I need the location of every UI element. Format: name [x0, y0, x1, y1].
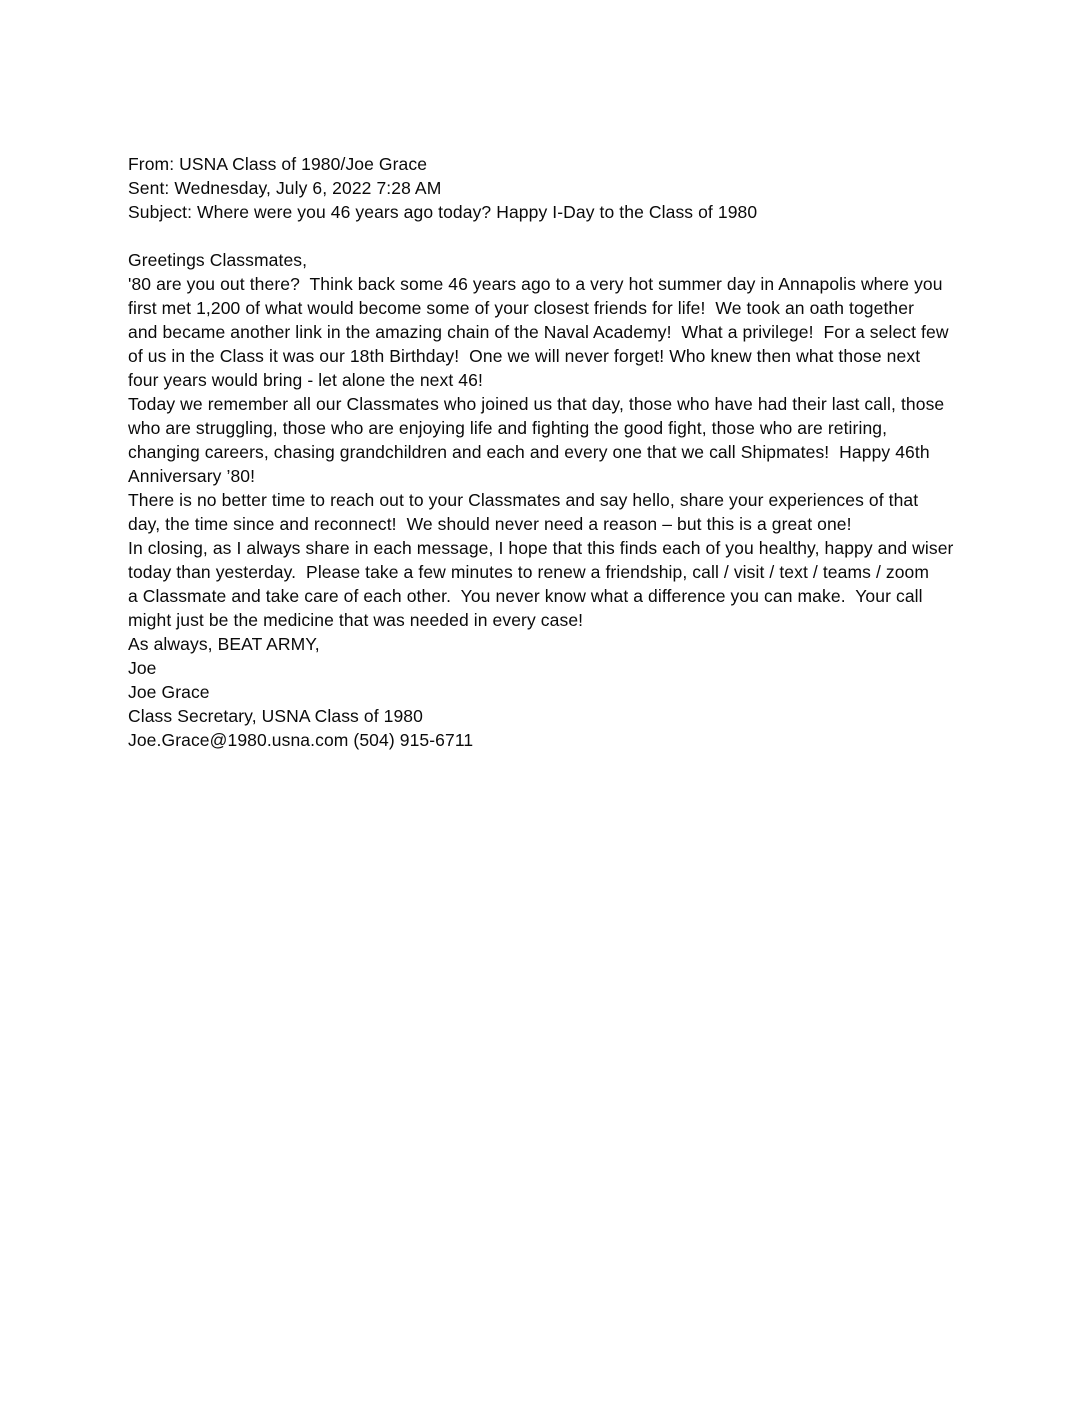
email-body-line: four years would bring - let alone the next 46!: [128, 370, 483, 390]
email-header-from: From: USNA Class of 1980/Joe Grace: [128, 154, 428, 174]
email-body-line: might just be the medicine that was needed in every case!: [128, 610, 584, 630]
email-signoff: As always, BEAT ARMY,: [128, 634, 320, 654]
email-body-line: In closing, as I always share in each message, I hope that this finds each of you healthy, happy and wiser: [128, 538, 954, 558]
email-body-line: and became another link in the amazing chain of the Naval Academy! What a privilege! For a select few: [128, 322, 949, 342]
email-signature-fullname: Joe Grace: [128, 682, 210, 702]
email-letter: [128, 152, 988, 752]
email-body-line: a Classmate and take care of each other. You never know what a difference you can make. Your call: [128, 586, 923, 606]
email-body-line: who are struggling, those who are enjoying life and fighting the good fight, those who are retiring,: [128, 418, 888, 438]
email-header-sent: Sent: Wednesday, July 6, 2022 7:28 AM: [128, 178, 442, 198]
email-body-line: Today we remember all our Classmates who joined us that day, those who have had their last call, those: [128, 394, 945, 414]
email-body-line: changing careers, chasing grandchildren and each and every one that we call Shipmates! Happy 46th: [128, 442, 930, 462]
email-body-line: of us in the Class it was our 18th Birthday! One we will never forget! Who knew then what those next: [128, 346, 921, 366]
email-signature-title: Class Secretary, USNA Class of 1980: [128, 706, 423, 726]
email-signature-contact: Joe.Grace@1980.usna.com (504) 915-6711: [128, 730, 474, 750]
email-body-line: Anniversary ’80!: [128, 466, 256, 486]
email-body-line: first met 1,200 of what would become some of your closest friends for life! We took an oath together: [128, 298, 915, 318]
email-header-subject: Subject: Where were you 46 years ago today? Happy I-Day to the Class of 1980: [128, 202, 758, 222]
email-body-line: day, the time since and reconnect! We should never need a reason – but this is a great one!: [128, 514, 852, 534]
email-body-line: There is no better time to reach out to your Classmates and say hello, share your experiences of that: [128, 490, 919, 510]
email-body-line: '80 are you out there? Think back some 46 years ago to a very hot summer day in Annapolis where you: [128, 274, 943, 294]
blank-line: [128, 224, 988, 248]
email-greeting: Greetings Classmates,: [128, 250, 308, 270]
email-signature-name: Joe: [128, 658, 157, 678]
email-body-line: today than yesterday. Please take a few minutes to renew a friendship, call / visit / text / teams / zoom: [128, 562, 930, 582]
